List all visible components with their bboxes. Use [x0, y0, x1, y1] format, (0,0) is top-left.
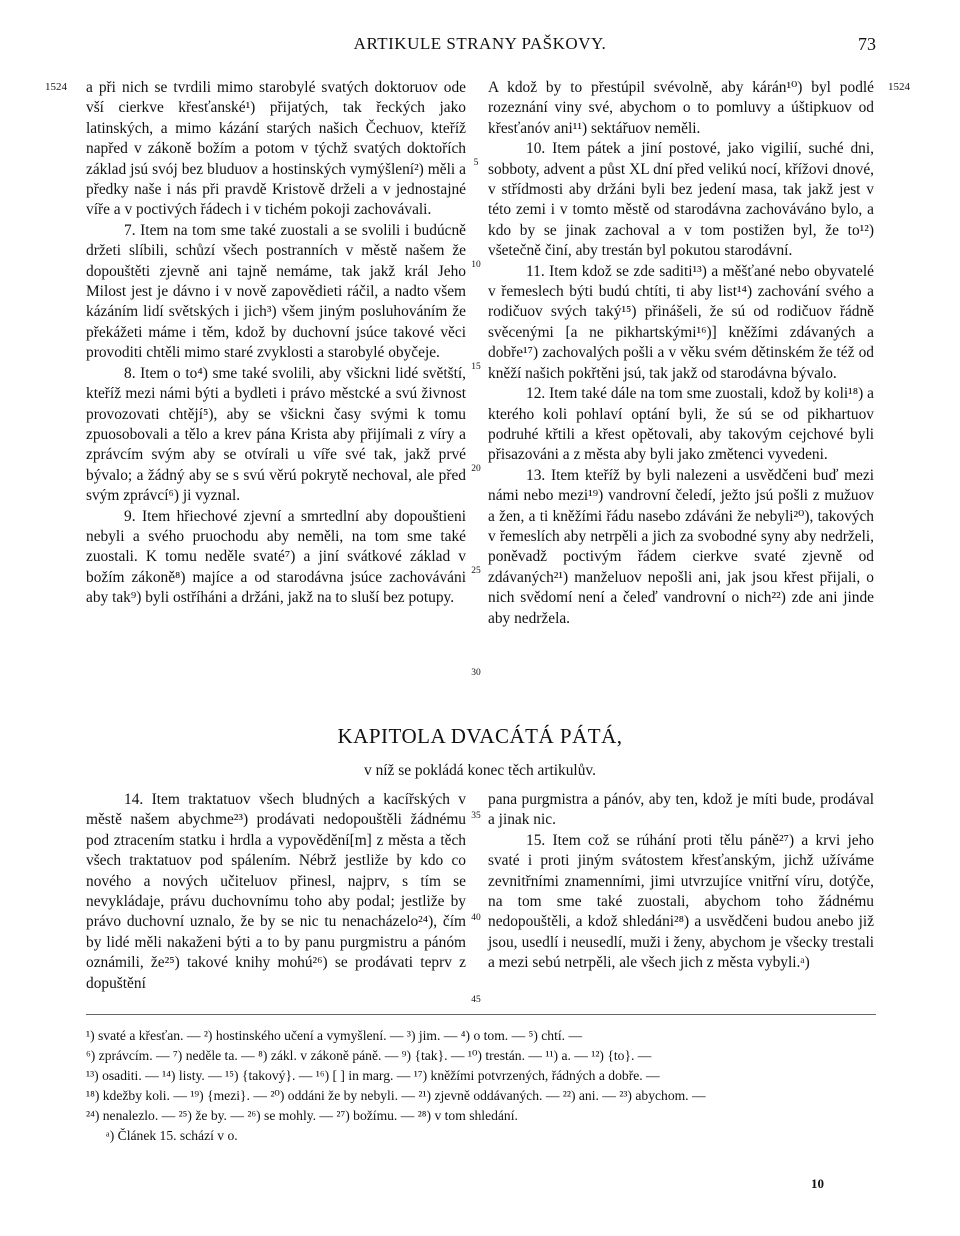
line-number: 20 [471, 464, 481, 474]
left-column-bottom [86, 790, 466, 994]
line-number: 45 [471, 995, 481, 1005]
page-number: 73 [858, 34, 876, 54]
chapter-subtitle: v níž se pokládá konec těch artikulův. [364, 762, 596, 779]
footnote-divider [86, 1014, 876, 1015]
footnote-line: ²⁴) nenalezlo. — ²⁵) že by. — ²⁶) se mohly. — ²⁷) božímu. — ²⁸) v tom shledání. [86, 1108, 518, 1123]
paragraph: 13. Item kteříž by byli nalezeni a usvědčeni buď mezi námi nebo mezi¹⁹) vandrovní čeledí, ježto jsú pošli z mužuov a žen, a ti kněžími řádu nasebo zdáváni že nebyli²⁰), takových v řemeslích aby netrpěli a jich za svobodné syny aby nedrželi, poněvadž poctivým řádem cierkve svaté zjevně od zdávaných²¹) manželuov nepošli ani, jak jsou křest přijali, o nich svědomí není a čeleď vandrovní o nich²²) zde ani jinde aby nedržela. [488, 466, 874, 627]
line-number: 15 [471, 362, 481, 372]
paragraph: pana purgmistra a pánóv, aby ten, kdož je míti bude, prodával a jinak nic. [488, 791, 874, 829]
line-number: 30 [471, 668, 481, 678]
running-header [0, 34, 960, 56]
footnotes [86, 1026, 876, 1146]
line-number: 40 [471, 913, 481, 923]
footnote-line: ⁶) zprávcím. — ⁷) neděle ta. — ⁸) zákl. v zákoně páně. — ⁹) {tak}. — ¹⁰) trestán. — ¹¹) a. — ¹²) {to}. — [86, 1048, 652, 1063]
line-number: 5 [473, 158, 479, 168]
running-title: ARTIKULE STRANY PAŠKOVY. [353, 34, 607, 53]
right-column-top [488, 78, 874, 629]
footnote-a: ᵃ) Článek 15. schází v o. [106, 1128, 238, 1143]
year-marker-left: 1524 [45, 81, 67, 93]
line-number: 35 [471, 811, 481, 821]
left-column-top [86, 78, 466, 609]
footnote-line: ¹³) osaditi. — ¹⁴) listy. — ¹⁵) {takový}. — ¹⁶) [ ] in marg. — ¹⁷) kněžími potvrzených, řádných a dobře. — [86, 1068, 660, 1083]
line-number: 25 [471, 566, 481, 576]
paragraph: 7. Item na tom sme také zuostali a se svolili i budúcně držeti slíbili, schůzí všech postranních v městě našem že dopouštěti zjevně ani tajně nemáme, tak jakž král Jeho Milost jest je dávno i v nově zapovědieti ráčil, a nadto všem kázáním lidí světských i jich³) všem jiným posluhováním že překážeti máme i těm, kdož by duchovní jsúce takové věci provoditi chtěli mimo staré zvyklosti a starobylé obyčeje. [86, 221, 466, 362]
paragraph: 14. Item traktatuov všech bludných a kacířských v městě našem abychme²³) prodávati nedopouštěli žádnému pod ztracením statku i hrdla a vypovědění[m] z města a těch všech traktatuov pod spálením. Nébrž jestliže by kdo co nového a nových učiteluov přinesl, najprv, s tím se nevykládaje, právu duchovnímu toho aby podal; jestliže by právo duchovní uznalo, že by se nic tu nenacházelo²⁴), čím by lidé měli nakaženi býti a to by panu purgmistru a pánóm oznámili, že²⁵) takové knihy mohú²⁶) se prodávati teprv z dopuštění [86, 791, 466, 992]
paragraph: 9. Item hřiechové zjevní a smrtedlní aby dopouštieni nebyli a svého pruochodu aby neměli, na tom sme také zuostali. K tomu neděle svaté⁷) a jiní svátkové základ v božím zákoně⁸) majíce a od starodávna jsúce zachováváni aby tak⁹) byli ostříháni a držáni, jakž na to sluší bez potupy. [86, 507, 466, 607]
paragraph: 10. Item pátek a jiní postové, jako vigilií, suché dni, sobboty, advent a půst XL dní před velikú nocí, křížovi dnové, v střídmosti aby držáni byli bez jedení masa, tak jakž jest v této zemi i v tomto městě od starodávna zachováváno bylo, a kdo by se jinak zachoval a v tom postižen byl, že to¹²) všetečně činí, aby trestán byl pokutou starodávní. [488, 140, 874, 260]
right-column-bottom [488, 790, 874, 974]
paragraph: 15. Item což se rúhání proti tělu páně²⁷) a krvi jeho svaté i proti jiným svátostem křesťanským, jichž užíváme zevnitřními znamenními, jimi utvrzujíce vnitřní víru, dotýče, na tom sme také zuostali, abychom toho žádnému nedopouštěli, a kdož shledáni²⁸) a usvědčeni budou anebo již jsou, usedlí i neusedlí, muži i ženy, abychom je všecky trestali a mezi sebú netrpěli, ale všech jich z města vybyli.ᵃ) [488, 831, 874, 972]
paragraph: a při nich se tvrdili mimo starobylé svatých doktoruov ode vší cierkve křesťanské¹) přijatých, tak řeckých jako latinských, a mimo kázání starých našich Čechuov, kteříž napřed v zákoně božím a potom v týchž svatých doktořích základ jsú svój bez bluduov a hostinských vymýšlení²) měli a předky naše i nás při pravdě Kristově drželi a v jednostajné víře a v poctivých řádech i v tichém pokoji zachovávali. [86, 79, 466, 219]
signature-mark: 10 [811, 1176, 824, 1191]
year-marker-right: 1524 [888, 81, 910, 93]
footnote-line: ¹) svaté a křesťan. — ²) hostinského učení a vymyšlení. — ³) jim. — ⁴) o tom. — ⁵) chtí. — [86, 1028, 583, 1043]
line-number: 10 [471, 260, 481, 270]
paragraph: 11. Item kdož se zde saditi¹³) a měšťané nebo obyvatelé v řemeslech býti budú chtíti, ti aby list¹⁴) zachování svého a rodičuov svých taký¹⁵) přinášeli, že sú od rodičuov řádně svěcenými [a ne pikhartskými¹⁶)] kněžími zdávaných a dobře¹⁷) zachovalých pošli a v věku svém dětinském že též od kněží našich pokřtěni jsú, tak jakž od starodávna bývalo. [488, 262, 874, 382]
chapter-title: KAPITOLA DVACÁTÁ PÁTÁ, [337, 724, 623, 748]
footnote-line: ¹⁸) kdežby koli. — ¹⁹) {mezi}. — ²⁰) oddáni že by nebyli. — ²¹) zjevně oddávaných. — ²²) ani. — ²³) abychom. — [86, 1088, 706, 1103]
paragraph: 8. Item o to⁴) sme také svolili, aby všickni lidé světští, kteříž mezi námi býti a bydleti i právo městcké a svú živnost provozovati chtějí⁵), aby se všickni časy svými k tomu zpuosobovali a tělo a krev pána Krista aby přijímali z víry a zprávcím svým aby se otvírali u víře své tak, jakž prvé bývalo; a žádný aby se s svú věrú pokrytě nechoval, ale před svým zprávcí⁶) ji vyznal. [86, 364, 466, 505]
paragraph: A kdož by to přestúpil svévolně, aby kárán¹⁰) byl podlé rozeznání viny své, abychom o to pomluvy a úštipkuov od křesťanóv ani¹¹) sektářuov neměli. [488, 79, 874, 137]
paragraph: 12. Item také dále na tom sme zuostali, kdož by koli¹⁸) a kterého koli pohlaví optání byli, že sú se od pikhartuov podruhé křtili a křest opětovali, aby takovým cejchové byli přisazováni a z města aby byli jako změtenci vyvedeni. [488, 385, 874, 464]
